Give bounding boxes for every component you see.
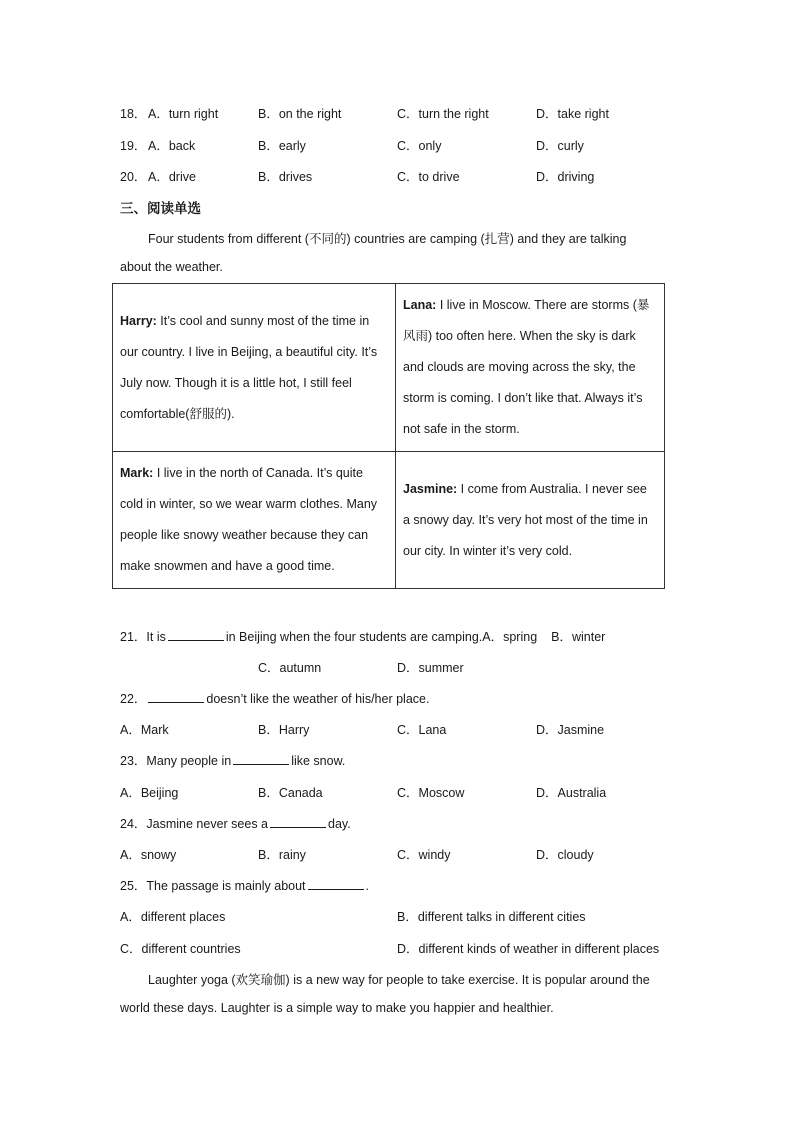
passage2-line1: Laughter yoga (欢笑瑜伽) is a new way for people to take exercise. It is popular around the [148,973,650,987]
q25-number: 25． [120,879,147,893]
mark-text: I live in the north of Canada. It’s quite cold in winter, so we wear warm clothes. Many people like snowy weather because they can make snowmen and have a good time. [120,466,378,573]
q25-stem [120,876,369,894]
passage1-line1: Four students from different (不同的) countries are camping (扎营) and they are talking [148,232,627,246]
q23-blank [233,754,289,765]
q22-blank [148,692,204,703]
cell-jasmine [396,452,665,589]
q20-option-a: A．drive [148,170,196,184]
weather-table [112,283,665,589]
harry-name: Harry: [120,313,157,328]
q24-blank [270,817,326,828]
q19-option-d: D．curly [536,139,584,153]
q21-blank [168,630,224,641]
q21-option-d: D．summer [397,661,464,675]
q20-option-d: D．driving [536,170,595,184]
cell-lana [396,284,665,452]
section-title: 三、阅读单选 [120,201,201,216]
q23-stem [120,751,345,769]
q24-option-b: B．rainy [258,848,306,862]
q23-option-d: D．Australia [536,786,607,800]
q18-option-c: C．turn the right [397,107,489,121]
mark-name: Mark: [120,466,154,480]
q22-option-d: D．Jasmine [536,723,605,737]
q25-stem-a: The passage is mainly about [146,879,306,893]
q24-option-c: C．windy [397,848,451,862]
q25-option-b: B．different talks in different cities [397,910,586,924]
q22-option-c: C．Lana [397,723,447,737]
q21-stem-a: It is [146,630,166,644]
q24-stem-b: day. [328,817,351,831]
q22-option-b: B．Harry [258,723,310,737]
q21-option-b: B．winter [551,630,606,644]
q19-option-b: B．early [258,139,306,153]
jasmine-text: I come from Australia. I never see a snowy day. It’s very hot most of the time in our city. In winter it’s very cold. [403,481,648,558]
q18-option-a: A．turn right [148,107,219,121]
harry-text: It’s cool and sunny most of the time in our country. I live in Beijing, a beautiful city. It’s July now. Though it is a little hot, I still feel comfortable(舒服的). [120,313,378,421]
q19-number: 19． [120,139,147,153]
q18-number: 18． [120,107,147,121]
q18-option-d: D．take right [536,107,609,121]
q20-number: 20． [120,170,147,184]
q24-number: 24． [120,817,147,831]
passage2-line2: world these days. Laughter is a simple way to make you happier and healthier. [120,1001,554,1015]
q20-option-b: B．drives [258,170,313,184]
lana-text: I live in Moscow. There are storms (暴风雨) too often here. When the sky is dark and clouds are moving across the sky, the storm is coming. I don’t like that. Always it’s not safe in the storm. [403,298,650,436]
q25-stem-b: . [365,879,370,893]
cell-harry [113,284,396,452]
q23-stem-a: Many people in [146,754,232,768]
q25-blank [308,879,364,890]
q22-stem [120,689,429,707]
q25-option-a: A．different places [120,910,226,924]
q19-option-a: A．back [148,139,196,153]
jasmine-name: Jasmine: [403,481,458,496]
q24-option-d: D．cloudy [536,848,594,862]
q21-stem-b: in Beijing when the four students are camping. [225,630,483,644]
q22-stem-text: doesn’t like the weather of his/her place. [206,692,430,706]
cell-mark [113,452,396,589]
q21-stem [120,627,605,645]
q23-number: 23． [120,754,147,768]
q23-option-c: C．Moscow [397,786,465,800]
q25-option-d: D．different kinds of weather in different places [397,942,660,956]
q19-option-c: C．only [397,139,442,153]
q22-option-a: A．Mark [120,723,169,737]
q23-stem-b: like snow. [291,754,346,768]
lana-name: Lana: [403,298,437,312]
q21-option-c: C．autumn [258,661,322,675]
q25-option-c: C．different countries [120,942,241,956]
q21-number: 21． [120,630,147,644]
q18-option-b: B．on the right [258,107,342,121]
q24-stem [120,814,351,832]
q22-number: 22． [120,692,147,706]
q24-option-a: A．snowy [120,848,177,862]
q23-option-b: B．Canada [258,786,323,800]
q20-option-c: C．to drive [397,170,460,184]
q21-option-a: A．spring [482,630,538,644]
q23-option-a: A．Beijing [120,786,179,800]
passage1-line2: about the weather. [120,260,223,274]
q24-stem-a: Jasmine never sees a [146,817,268,831]
